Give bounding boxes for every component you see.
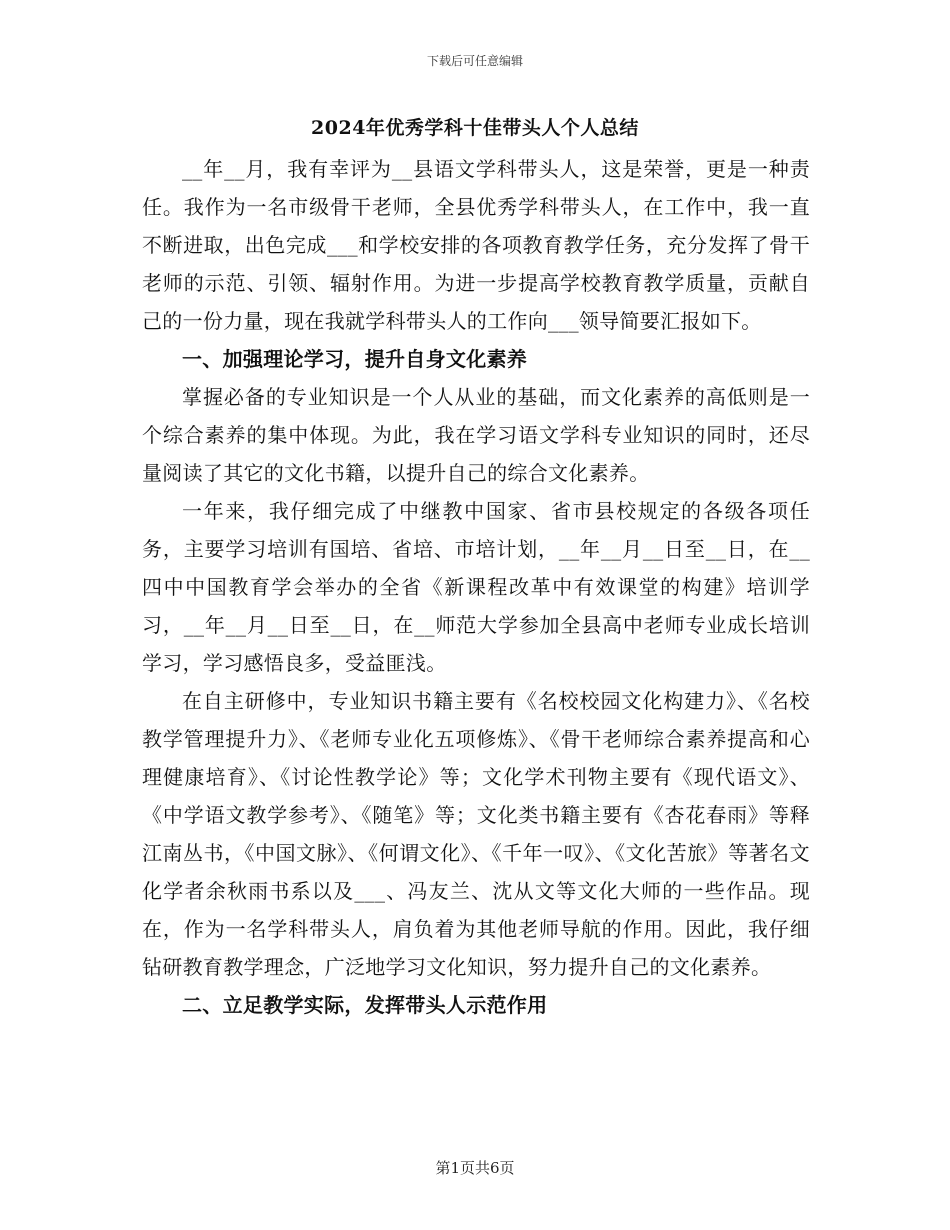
section-1-paragraph-2: 一年来，我仔细完成了中继教中国家、省市县校规定的各级各项任务，主要学习培训有国培、省培、市培计划，__年__月__日至__日，在__四中中国教育学会举办的全省《新课程改革中有效课堂的构建》培训学习，__年__月__日至__日，在__师范大学参加全县高中老师专业成长培训学习，学习感悟良多，受益匪浅。 bbox=[142, 499, 810, 675]
section-1-paragraph-1: 掌握必备的专业知识是一个人从业的基础，而文化素养的高低则是一个综合素养的集中体现。为此，我在学习语文学科专业知识的同时，还尽量阅读了其它的文化书籍，以提升自己的综合文化素养。 bbox=[142, 385, 810, 485]
document-body bbox=[142, 150, 810, 1024]
page-number-footer: 第1页共6页 bbox=[435, 1159, 515, 1177]
intro-paragraph: __年__月，我有幸评为__县语文学科带头人，这是荣誉，更是一种责任。我作为一名市级骨干老师，全县优秀学科带头人，在工作中，我一直不断进取，出色完成___和学校安排的各项教育教学任务，充分发挥了骨干老师的示范、引领、辐射作用。为进一步提高学校教育教学质量，贡献自己的一份力量，现在我就学科带头人的工作向___领导简要汇报如下。 bbox=[142, 157, 810, 333]
section-1-heading: 一、加强理论学习，提升自身文化素养 bbox=[182, 347, 528, 371]
document-title: 2024年优秀学科十佳带头人个人总结 bbox=[311, 117, 639, 139]
page-header-note: 下载后可任意编辑 bbox=[426, 54, 523, 68]
section-1-paragraph-3: 在自主研修中，专业知识书籍主要有《名校校园文化构建力》、《名校教学管理提升力》、《老师专业化五项修炼》、《骨干老师综合素养提高和心理健康培育》、《讨论性教学论》等；文化学术刊物主要有《现代语文》、《中学语文教学参考》、《随笔》等；文化类书籍主要有《杏花春雨》等释江南丛书，《中国文脉》、《何谓文化》、《千年一叹》、《文化苦旅》等著名文化学者余秋雨书系以及___、冯友兰、沈从文等文化大师的一些作品。现在，作为一名学科带头人，肩负着为其他老师导航的作用。因此，我仔细钻研教育教学理念，广泛地学习文化知识，努力提升自己的文化素养。 bbox=[142, 689, 810, 979]
section-2-heading: 二、立足教学实际，发挥带头人示范作用 bbox=[182, 993, 548, 1017]
